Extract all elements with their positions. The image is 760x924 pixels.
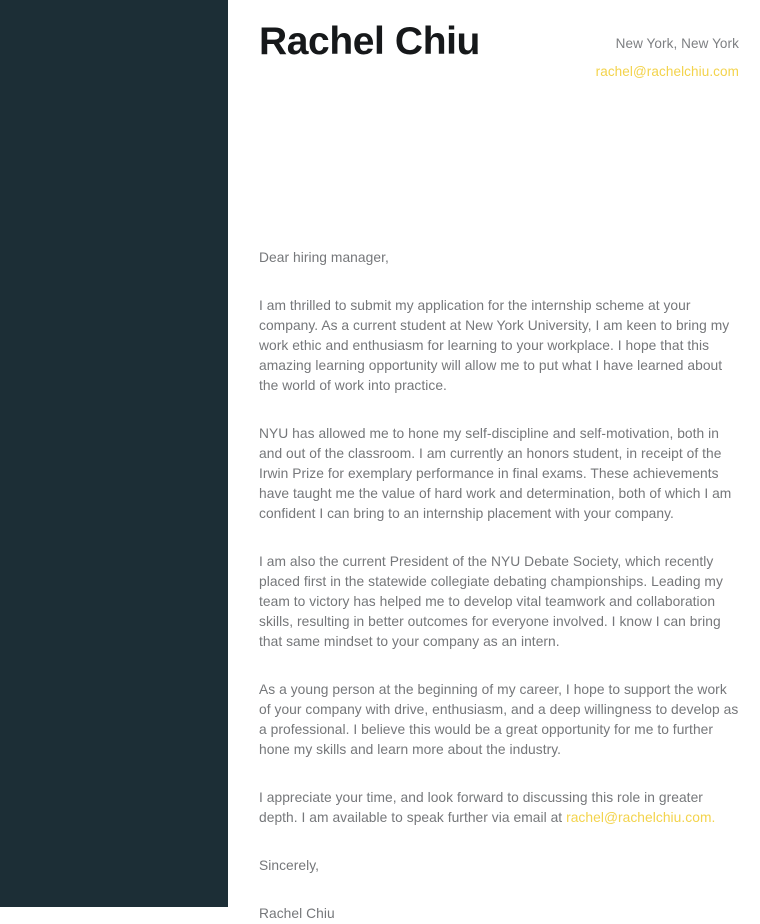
inline-email-link[interactable]: rachel@rachelchiu.com [566, 810, 712, 825]
contact-email-link[interactable]: rachel@rachelchiu.com [595, 63, 739, 79]
contact-location: New York, New York [615, 36, 739, 51]
letter-content [228, 0, 760, 921]
letter-salutation: Dear hiring manager, [259, 250, 389, 265]
letter-body [259, 248, 739, 924]
closing-text-before-email: I appreciate your time, and look forward to discussing this role in greater depth. I am available to speak further via email at [259, 790, 703, 825]
decorative-sidebar [0, 0, 228, 907]
letter-header [259, 0, 739, 79]
letter-sign-off: Sincerely, [259, 858, 320, 873]
letter-signature: Rachel Chiu [259, 906, 335, 921]
applicant-name: Rachel Chiu [259, 20, 480, 63]
letter-paragraph: As a young person at the beginning of my career, I hope to support the work of your company with drive, enthusiasm, and a deep willingness to develop as a professional. I believe this would be a great opportunity for me to further hone my skills and learn more about the industry. [259, 682, 739, 757]
letter-paragraph: I am thrilled to submit my application for the internship scheme at your company. As a current student at New York University, I am keen to bring my work ethic and enthusiasm for learning to your workplace. I hope that this amazing learning opportunity will allow me to put what I have learned about the world of work into practice. [259, 298, 730, 393]
contact-block [596, 22, 739, 81]
letter-paragraph: NYU has allowed me to hone my self-discipline and self-motivation, both in and out of the classroom. I am currently an honors student, in receipt of the Irwin Prize for exemplary performance in final exams. These achievements have taught me the value of hard work and determination, both of which I am confident I can bring to an internship placement with your company. [259, 426, 732, 521]
letter-paragraph: I am also the current President of the NYU Debate Society, which recently placed first in the statewide collegiate debating championships. Leading my team to victory has helped me to develop vital teamwork and collaboration skills, resulting in better outcomes for everyone involved. I know I can bring that same mindset to your company as an intern. [259, 554, 723, 649]
letter-closing-paragraph [259, 788, 739, 828]
closing-text-after-email: . [711, 810, 716, 825]
